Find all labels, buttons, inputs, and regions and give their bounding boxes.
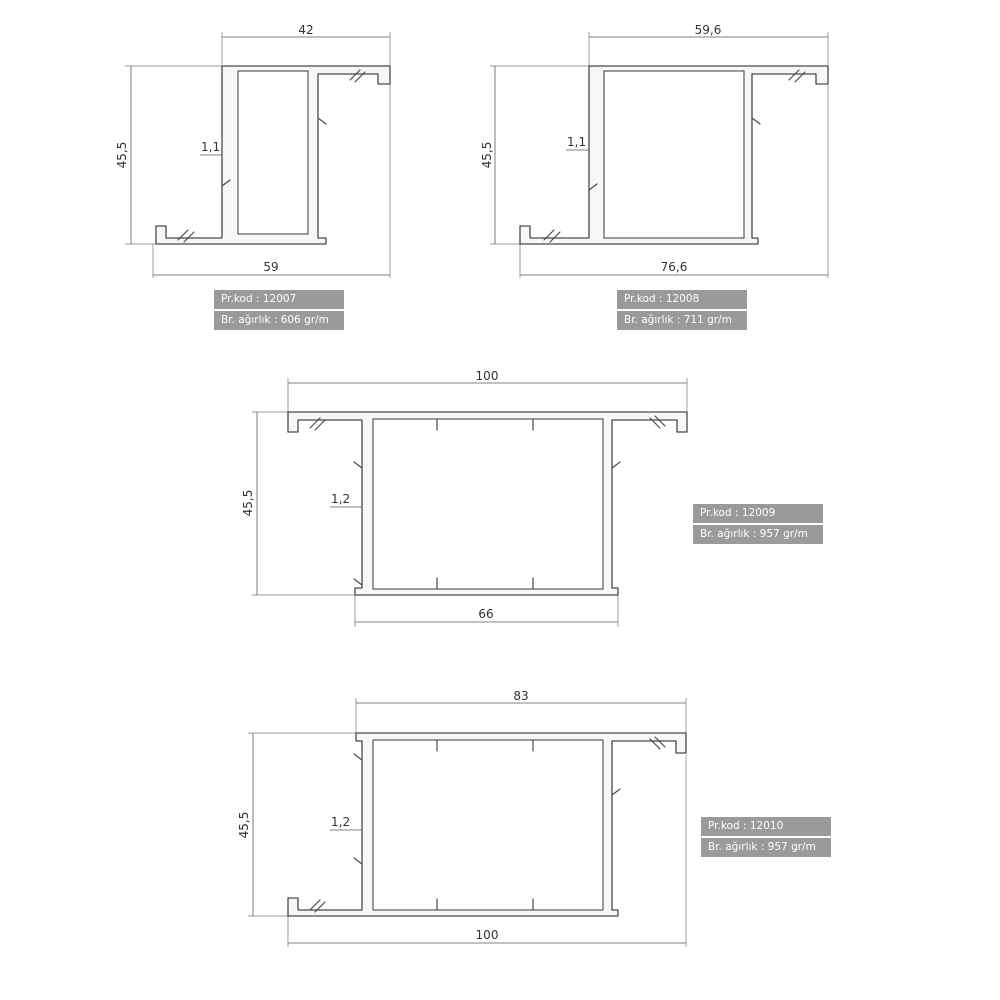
unit-weight: Br. ağırlık : 711 gr/m <box>617 311 747 330</box>
dim-height: 45,5 <box>241 489 255 517</box>
dim-width-bottom: 59 <box>263 260 279 274</box>
label-12008 <box>617 290 747 332</box>
unit-weight: Br. ağırlık : 606 gr/m <box>214 311 344 330</box>
profile-chamber <box>373 419 603 589</box>
dim-width-bottom: 76,6 <box>660 260 688 274</box>
profile-12010 <box>237 689 686 947</box>
dim-width-top: 59,6 <box>694 23 722 37</box>
profile-12009 <box>241 369 687 627</box>
label-12010 <box>701 817 831 859</box>
unit-weight: Br. ağırlık : 957 gr/m <box>701 838 831 857</box>
profile-12007 <box>115 23 390 278</box>
profile-chamber <box>373 740 603 910</box>
dim-height: 45,5 <box>237 811 251 839</box>
label-12007 <box>214 290 344 332</box>
product-code: Pr.kod : 12007 <box>214 290 344 309</box>
profile-chamber <box>238 71 308 234</box>
dim-height: 45,5 <box>115 141 129 169</box>
product-code: Pr.kod : 12010 <box>701 817 831 836</box>
dim-wall: 1,1 <box>201 140 221 154</box>
dim-width-top: 42 <box>298 23 314 37</box>
product-code: Pr.kod : 12009 <box>693 504 823 523</box>
dim-wall: 1,2 <box>331 492 351 506</box>
product-code: Pr.kod : 12008 <box>617 290 747 309</box>
dim-wall: 1,2 <box>331 815 351 829</box>
dim-width-bottom: 66 <box>478 607 494 621</box>
dim-width-top: 83 <box>513 689 529 703</box>
dim-wall: 1,1 <box>567 135 587 149</box>
label-12009 <box>693 504 823 546</box>
dim-width-top: 100 <box>475 369 499 383</box>
dim-height: 45,5 <box>480 141 494 169</box>
profile-chamber <box>604 71 744 238</box>
profile-12008 <box>480 23 828 278</box>
dim-width-bottom: 100 <box>475 928 499 942</box>
unit-weight: Br. ağırlık : 957 gr/m <box>693 525 823 544</box>
